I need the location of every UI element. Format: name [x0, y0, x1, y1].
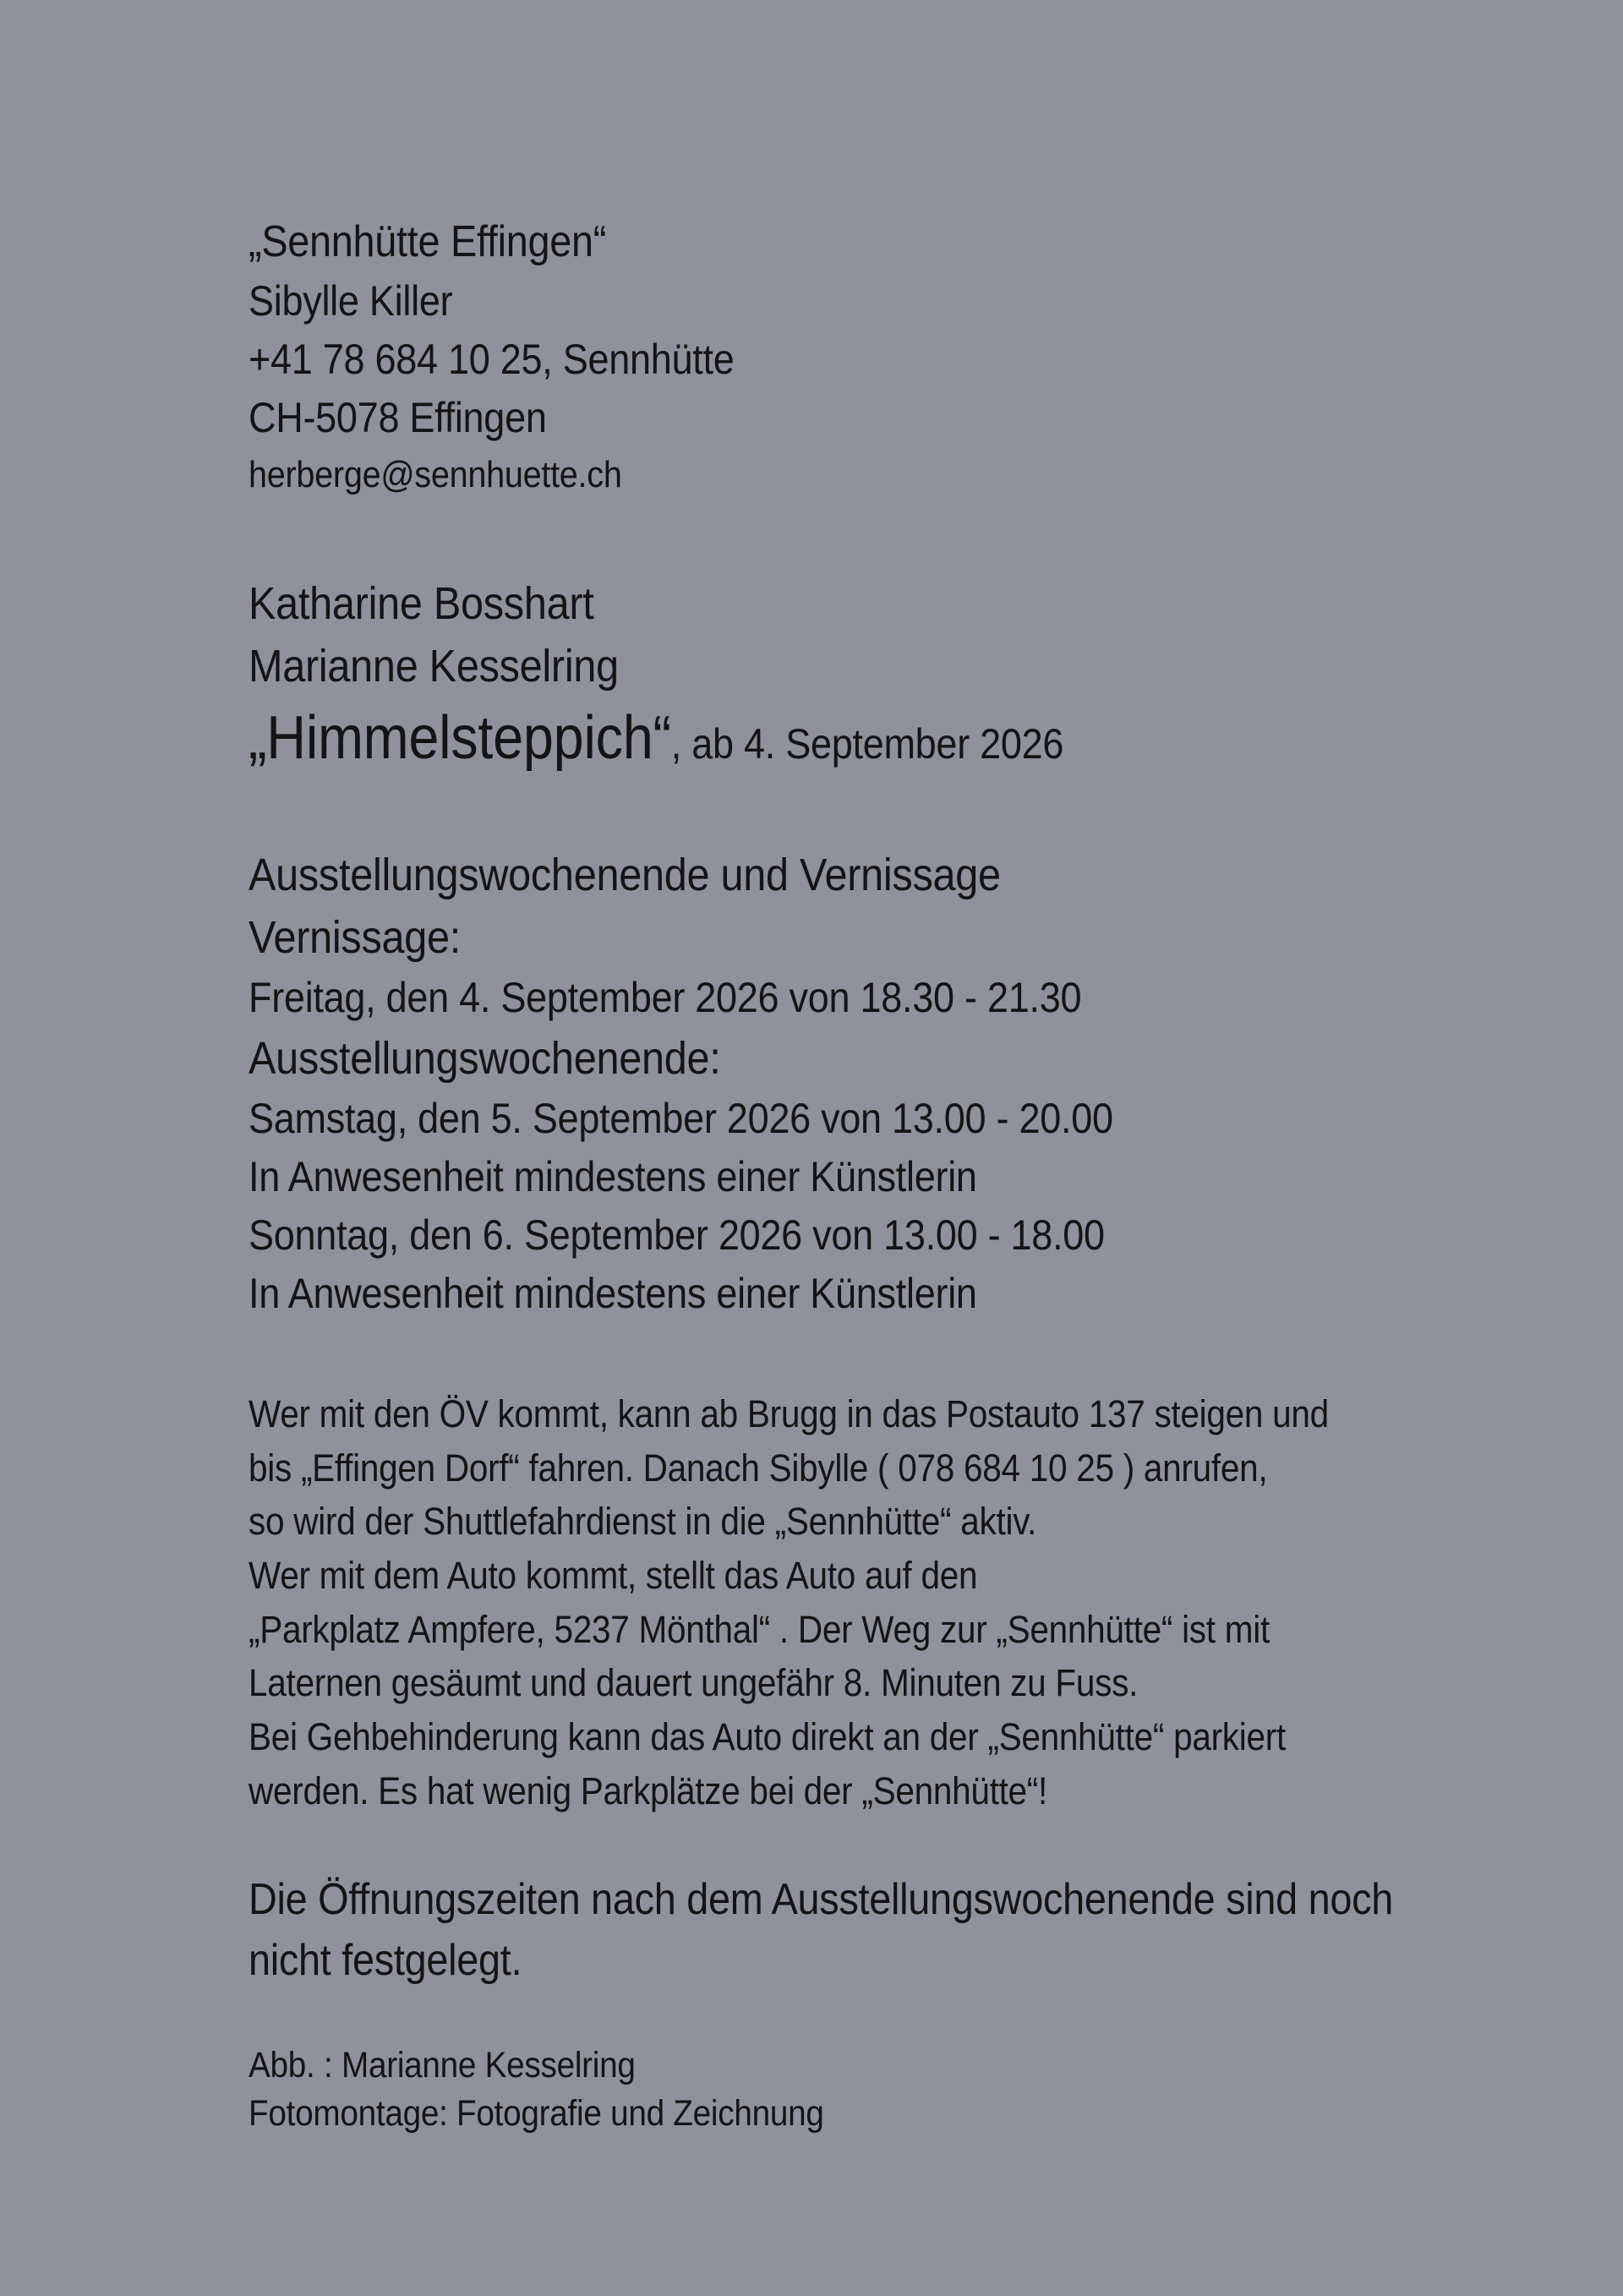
directions-line: Bei Gehbehinderung kann das Auto direkt an der „Sennhütte“ parkiert: [249, 1715, 1286, 1759]
exhibition-title-line: [249, 697, 1336, 779]
image-credit: Abb. : Marianne Kesselring: [249, 2044, 636, 2086]
venue-title: „Sennhütte Effingen“: [249, 217, 607, 266]
credits-block: [249, 2042, 1457, 2138]
sunday-time: Sonntag, den 6. September 2026 von 13.00 - 18.00: [249, 1211, 1105, 1259]
schedule-block: [249, 844, 1457, 1323]
directions-line: „Parkplatz Ampfere, 5237 Mönthal“ . Der Weg zur „Sennhütte“ ist mit: [249, 1607, 1270, 1651]
email-address: herberge@sennhuette.ch: [249, 454, 622, 495]
directions-line: Wer mit den ÖV kommt, kann ab Brugg in das Postauto 137 steigen und: [249, 1392, 1329, 1435]
sunday-note: In Anwesenheit mindestens einer Künstlerin: [249, 1270, 977, 1317]
vernissage-time: Freitag, den 4. September 2026 von 18.30 - 21.30: [249, 974, 1082, 1021]
opening-hours-line: Die Öffnungszeiten nach dem Ausstellungswochenende sind noch: [249, 1874, 1394, 1924]
artist-name: Marianne Kesselring: [249, 641, 619, 692]
contact-name: Sibylle Killer: [249, 277, 453, 325]
schedule-heading: Ausstellungswochenende und Vernissage: [249, 850, 1001, 900]
phone-line: +41 78 684 10 25, Sennhütte: [249, 336, 735, 383]
vernissage-label: Vernissage:: [249, 912, 462, 963]
directions-line: so wird der Shuttlefahrdienst in die „Sennhütte“ aktiv.: [249, 1500, 1037, 1544]
directions-block: [249, 1387, 1457, 1818]
directions-line: Wer mit dem Auto kommt, stellt das Auto auf den: [249, 1554, 978, 1598]
venue-block: [249, 211, 1457, 503]
directions-line: bis „Effingen Dorf“ fahren. Danach Sibylle ( 078 684 10 25 ) anrufen,: [249, 1446, 1268, 1490]
directions-line: Laternen gesäumt und dauert ungefähr 8. Minuten zu Fuss.: [249, 1661, 1139, 1705]
artist-name: Katharine Bosshart: [249, 578, 594, 629]
exhibition-block: [249, 572, 1457, 779]
saturday-time: Samstag, den 5. September 2026 von 13.00 - 20.00: [249, 1095, 1113, 1142]
opening-hours-line: nicht festgelegt.: [249, 1935, 522, 1985]
exhibition-start-date: , ab 4. September 2026: [670, 720, 1064, 768]
opening-hours-block: [249, 1869, 1457, 1991]
saturday-note: In Anwesenheit mindestens einer Künstlerin: [249, 1153, 977, 1200]
exhibition-title: „Himmelsteppich“: [249, 704, 671, 772]
montage-note: Fotomontage: Fotografie und Zeichnung: [249, 2092, 824, 2134]
weekend-label: Ausstellungswochenende:: [249, 1033, 721, 1084]
address-line: CH-5078 Effingen: [249, 394, 547, 441]
document-page: [249, 211, 1457, 2138]
directions-line: werden. Es hat wenig Parkplätze bei der „Sennhütte“!: [249, 1768, 1048, 1812]
